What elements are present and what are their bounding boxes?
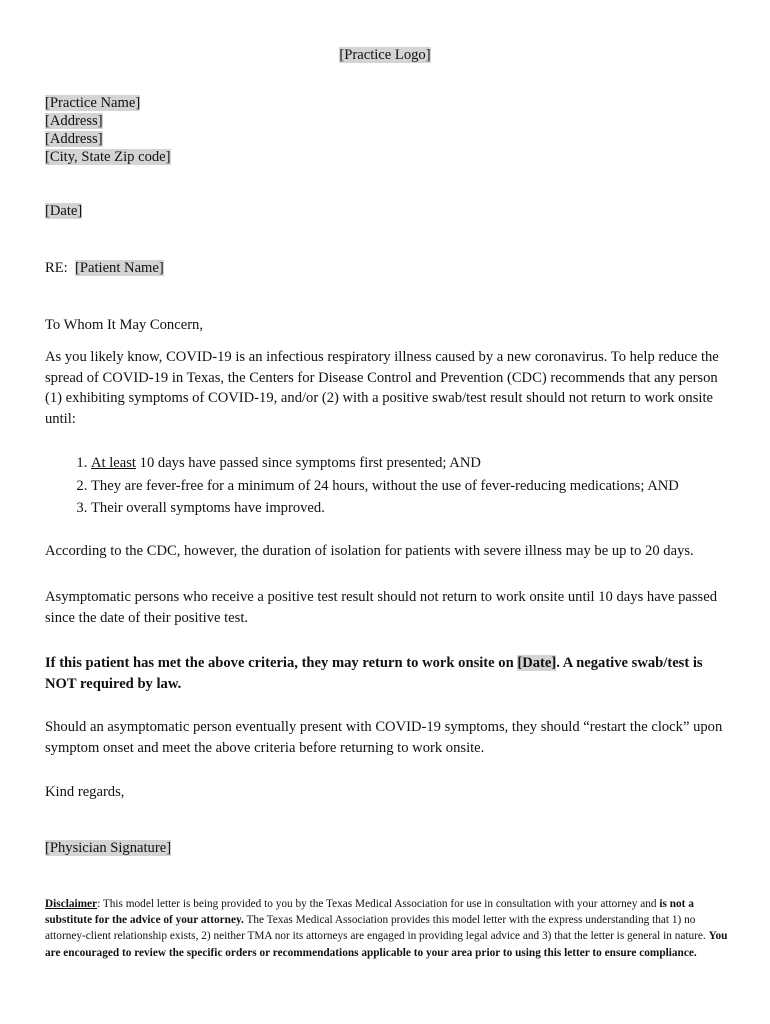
practice-name: [Practice Name] bbox=[45, 95, 141, 111]
list-item: 1. At least 10 days have passed since symptoms first presented; AND bbox=[91, 452, 770, 475]
list-item: 2. They are fever-free for a minimum of 24 hours, without the use of fever-reducing medications; AND bbox=[91, 475, 770, 498]
greeting: To Whom It May Concern, bbox=[45, 317, 203, 333]
restart-clock-paragraph: Should an asymptomatic person eventually present with COVID-19 symptoms, they should “restart the clock” upon symptom onset and meet the above criteria before returning to work onsite. bbox=[45, 719, 723, 756]
city-state-zip: [City, State Zip code] bbox=[45, 149, 171, 165]
re-label: RE: bbox=[45, 260, 68, 276]
asymptomatic-paragraph: Asymptomatic persons who receive a positive test result should not return to work onsite until 10 days have passed since the date of their positive test. bbox=[45, 589, 717, 626]
intro-paragraph: As you likely know, COVID-19 is an infectious respiratory illness caused by a new coronavirus. To help reduce the spread of COVID-19 in Texas, the Centers for Disease Control and Prevention (CDC) recommends that any person (1) exhibiting symptoms of COVID-19, and/or (2) with a positive swab/test result should not return to work onsite until: bbox=[45, 349, 719, 427]
patient-name: [Patient Name] bbox=[75, 260, 164, 276]
return-statement-paragraph: If this patient has met the above criteria, they may return to work onsite on [Date]. A negative swab/test is NOT required by law. bbox=[45, 655, 703, 692]
return-date: [Date] bbox=[517, 655, 557, 671]
physician-signature: [Physician Signature] bbox=[45, 840, 172, 856]
return-criteria-list bbox=[45, 452, 770, 520]
closing: Kind regards, bbox=[45, 784, 125, 800]
cdc-note-paragraph: According to the CDC, however, the duration of isolation for patients with severe illness may be up to 20 days. bbox=[45, 543, 694, 559]
disclaimer-label: Disclaimer bbox=[45, 898, 98, 910]
address-block bbox=[45, 94, 171, 166]
letter-date: [Date] bbox=[45, 203, 83, 219]
practice-logo-placeholder: [Practice Logo] bbox=[339, 47, 431, 63]
list-item: 3. Their overall symptoms have improved. bbox=[91, 497, 770, 520]
address-line-2: [Address] bbox=[45, 131, 103, 147]
disclaimer: Disclaimer: This model letter is being provided to you by the Texas Medical Association for use in consultation with your attorney and is not a substitute for the advice of your attorney. The Texas Medical Association provides this model letter with the express understanding that 1) no attorney-client relationship exists, 2) neither TMA nor its attorneys are engaged in providing legal advice and 3) that the letter is general in nature. You are encouraged to review the specific orders or recommendations applicable to your area prior to using this letter to ensure compliance. bbox=[45, 898, 728, 959]
re-line bbox=[45, 260, 164, 277]
address-line-1: [Address] bbox=[45, 113, 103, 129]
